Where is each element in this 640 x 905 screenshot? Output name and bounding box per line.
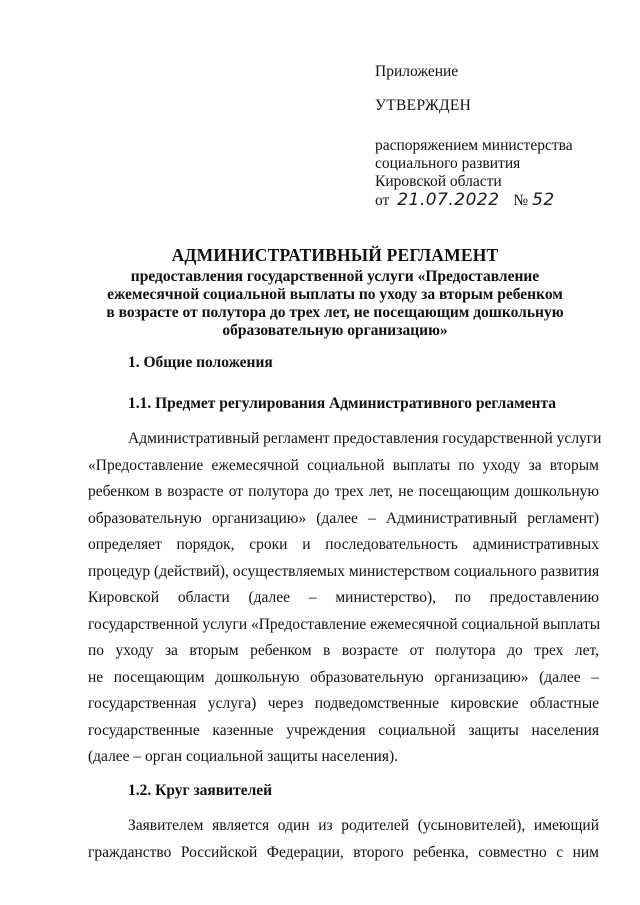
paragraph-line: государственная услуга) через подведомственные кировские областные (88, 695, 599, 712)
handwritten-date: 21.07.2022 (397, 190, 500, 210)
paragraph-line: Административный регламент предоставления государственной услуги (128, 430, 602, 447)
issuer-line: Кировской области (375, 173, 502, 190)
paragraph-line: Кировской области (далее – министерство), по предоставлению (88, 589, 599, 606)
issuer-block (375, 137, 605, 210)
issuer-date-line (375, 191, 605, 210)
paragraph-line: по уходу за вторым ребенком в возрасте от полутора до трех лет, (88, 642, 599, 659)
paragraph-line: «Предоставление ежемесячной социальной выплаты по уходу за вторым (88, 456, 599, 474)
document-subtitle (100, 268, 570, 340)
paragraph-line: образовательную организацию» (далее – Административный регламент) (88, 509, 599, 527)
paragraph-line: процедур (действий), осуществляемых министерством социального развития (88, 562, 600, 580)
date-prefix: от (375, 192, 390, 209)
paragraph-line: не посещающим дошкольную образовательную организацию» (далее – (88, 668, 599, 686)
document-title: АДМИНИСТРАТИВНЫЙ РЕГЛАМЕНТ (171, 245, 499, 265)
appendix-label: Приложение (375, 63, 459, 80)
paragraph-line: государственные казенные учреждения социальной защиты населения (88, 721, 599, 739)
section-heading-applicants: 1.2. Круг заявителей (128, 782, 273, 799)
subtitle-line: в возрасте от полутора до трех лет, не посещающим дошкольную (106, 304, 564, 321)
section-heading-subject: 1.1. Предмет регулирования Административного регламента (128, 395, 557, 412)
handwritten-number: 52 (532, 190, 555, 210)
paragraph-subject (88, 426, 602, 771)
subtitle-line: ежемесячной социальной выплаты по уходу за вторым ребенком (107, 286, 563, 303)
number-prefix: № (513, 192, 529, 209)
paragraph-applicants (88, 813, 599, 866)
paragraph-line: ребенком в возрасте от полутора до трех лет, не посещающим дошкольную (88, 483, 599, 500)
issuer-line: распоряжением министерства (375, 137, 573, 154)
paragraph-line: государственной услуги «Предоставление ежемесячной социальной выплаты (88, 615, 601, 633)
approval-stamp-text: УТВЕРЖДЕН (375, 97, 472, 114)
paragraph-line: гражданство Российской Федерации, второго ребенка, совместно с ним (88, 843, 599, 861)
issuer-line: социального развития (375, 155, 521, 172)
document-title-block (100, 244, 570, 340)
paragraph-line: определяет порядок, сроки и последовательность административных (88, 536, 599, 553)
subtitle-line: предоставления государственной услуги «Предоставление (130, 268, 540, 285)
section-heading-general: 1. Общие положения (128, 354, 273, 371)
paragraph-line: (далее – орган социальной защиты населения). (88, 748, 399, 765)
paragraph-line: Заявителем является один из родителей (усыновителей), имеющий (128, 817, 599, 834)
subtitle-line: образовательную организацию» (222, 322, 448, 339)
